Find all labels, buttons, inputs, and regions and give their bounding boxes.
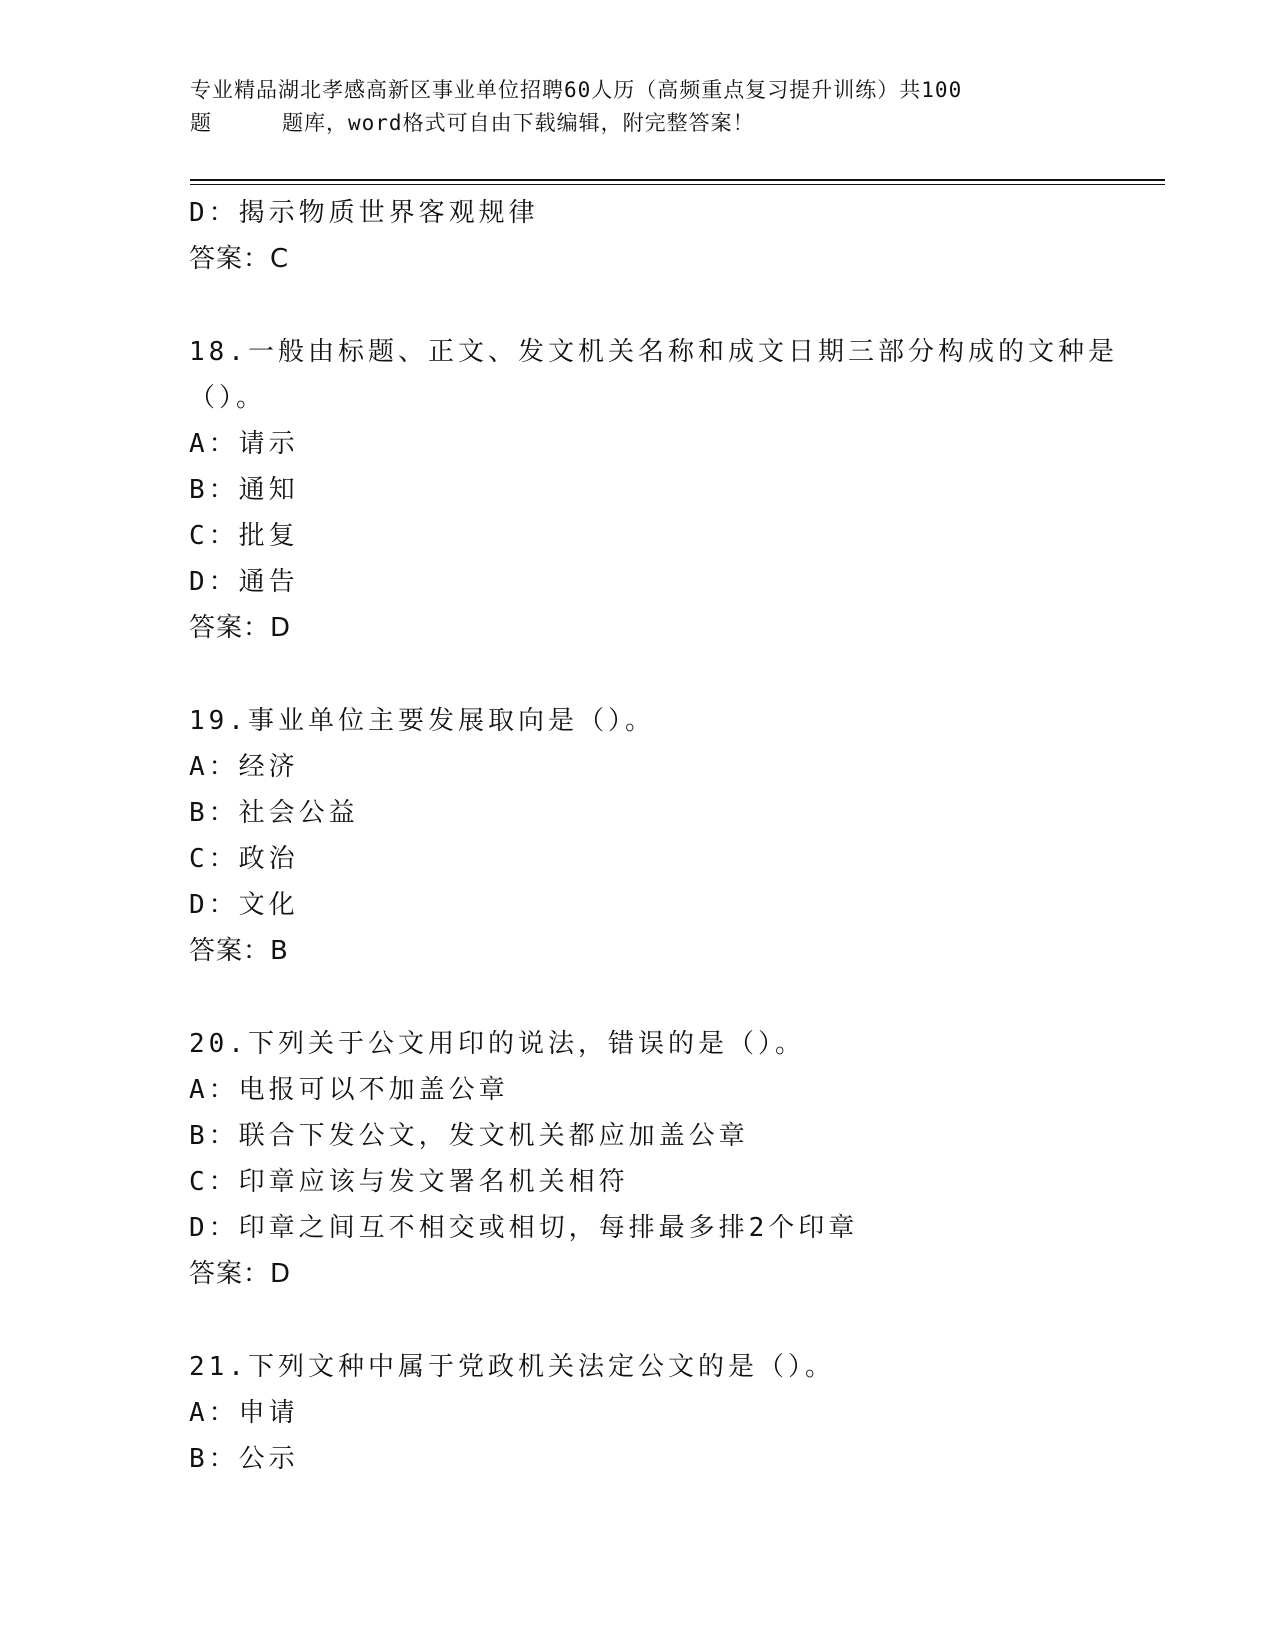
option-a: A：经济	[189, 752, 299, 782]
option-a: A：申请	[189, 1398, 299, 1428]
spacer	[189, 282, 1149, 329]
option-d: D：通告	[189, 567, 299, 597]
question-stem: 18.一般由标题、正文、发文机关名称和成文日期三部分构成的文种是	[189, 337, 1118, 367]
option-d: D：印章之间互不相交或相切，每排最多排2个印章	[189, 1213, 859, 1243]
header-title-line2-prefix: 题	[190, 111, 212, 135]
question-stem: 19.事业单位主要发展取向是（）。	[189, 706, 655, 736]
header-title-line2-text: 题库，word格式可自由下载编辑，附完整答案！	[282, 111, 755, 135]
answer-line: 答案：C	[189, 244, 290, 274]
option-c: C：印章应该与发文署名机关相符	[189, 1167, 629, 1197]
question-stem: 20.下列关于公文用印的说法，错误的是（）。	[189, 1029, 805, 1059]
option-b: B：通知	[189, 475, 299, 505]
option-b: B：联合下发公文，发文机关都应加盖公章	[189, 1121, 749, 1151]
document-header	[190, 74, 1090, 140]
question-stem-continued: （）。	[189, 383, 267, 413]
option-b: B：公示	[189, 1444, 299, 1474]
answer-line: 答案：D	[189, 613, 292, 643]
option-a: A：电报可以不加盖公章	[189, 1075, 509, 1105]
header-divider-thin	[190, 184, 1165, 185]
question-stem: 21.下列文种中属于党政机关法定公文的是（）。	[189, 1352, 835, 1382]
spacer	[189, 651, 1149, 698]
answer-line: 答案：B	[189, 936, 289, 966]
header-title-line1: 专业精品湖北孝感高新区事业单位招聘60人历（高频重点复习提升训练）共100	[190, 78, 963, 102]
option-a: A：请示	[189, 429, 299, 459]
spacer	[189, 1297, 1149, 1344]
option-c: C：批复	[189, 521, 299, 551]
spacer	[189, 974, 1149, 1021]
header-divider-thick	[190, 179, 1165, 181]
header-title-line2	[190, 107, 1090, 140]
question-list	[189, 190, 1149, 1482]
option-d: D：揭示物质世界客观规律	[189, 198, 539, 228]
option-b: B：社会公益	[189, 798, 359, 828]
option-c: C：政治	[189, 844, 299, 874]
option-d: D：文化	[189, 890, 299, 920]
answer-line: 答案：D	[189, 1259, 292, 1289]
